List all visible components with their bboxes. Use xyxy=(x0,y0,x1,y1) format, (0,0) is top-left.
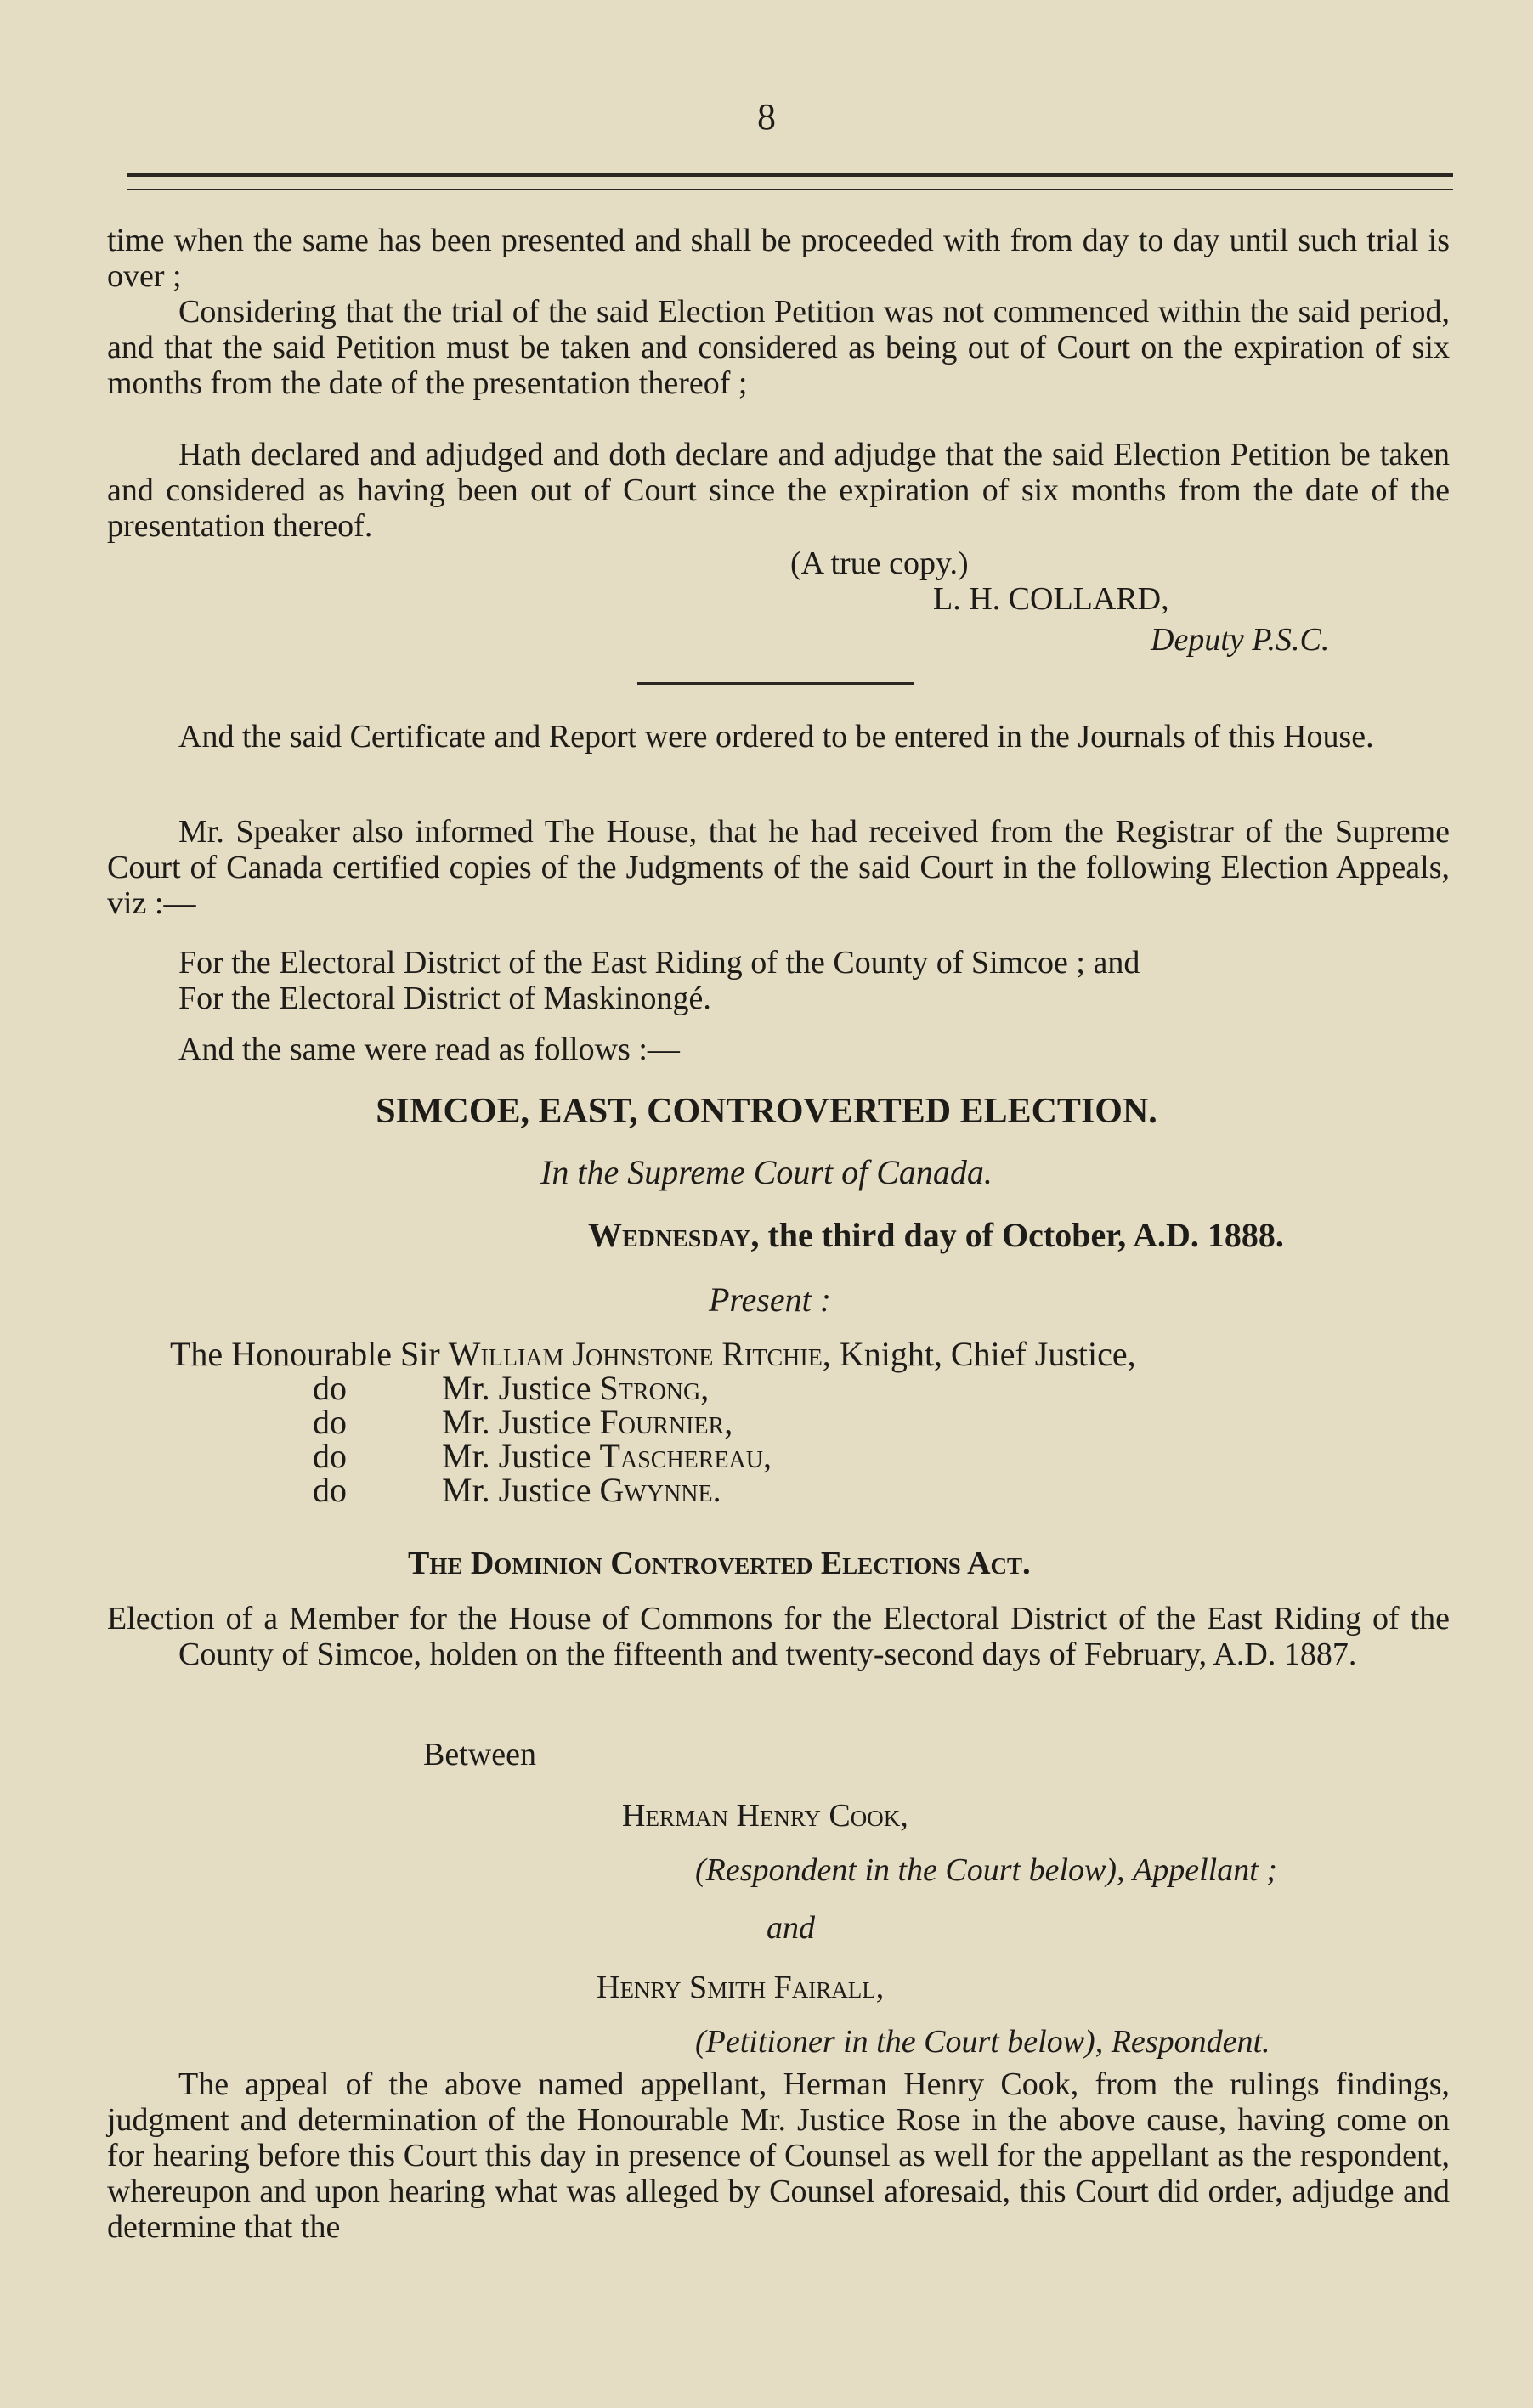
judge-title: Mr. Justice xyxy=(442,1471,591,1509)
judge-row xyxy=(170,1336,1136,1373)
respondent-role-court: (Petitioner in the Court below), xyxy=(695,2024,1104,2060)
journals-paragraph: And the said Certificate and Report were ordered to be entered in the Journals of this House. xyxy=(178,719,1374,755)
judge-title: Mr. Justice xyxy=(442,1437,591,1475)
respondent-name: Henry Smith Fairall, xyxy=(597,1970,885,2005)
case-heading: SIMCOE, EAST, CONTROVERTED ELECTION. xyxy=(376,1092,1157,1131)
judge-name: William Johnstone Ritchie, xyxy=(448,1335,831,1373)
speaker-paragraph: Mr. Speaker also informed The House, that he had received from the Registrar of the Supreme Court of Canada certified copies of the Judgments of the said Court in the following Election Appeals, viz :— xyxy=(107,814,1450,921)
and-label: and xyxy=(766,1910,815,1946)
appeal-paragraph: The appeal of the above named appellant, Herman Henry Cook, from the rulings findings, judgment and determination of the Honourable Mr. Justice Rose in the above cause, having come on for hearing before this Court this day in presence of Counsel as well for the appellant as the respondent, whereupon and upon hearing what was alleged by Counsel aforesaid, this Court did order, adjudge and determine that the xyxy=(107,2066,1450,2245)
present-label: Present : xyxy=(709,1280,832,1319)
considering-paragraph: Considering that the trial of the said Election Petition was not commenced within the said period, and that the said Petition must be taken and considered as being out of Court on the expiration of six months from the date of the presentation thereof ; xyxy=(107,294,1450,401)
true-copy-note: (A true copy.) xyxy=(790,545,969,581)
respondent-role-label: Respondent. xyxy=(1111,2024,1270,2060)
signer-title: Deputy P.S.C. xyxy=(1151,622,1330,658)
district-item: For the Electoral District of the East Riding of the County of Simcoe ; and xyxy=(178,945,1140,981)
judge-prefix: do xyxy=(313,1403,347,1441)
date-text: the third day of October, A.D. 1888. xyxy=(767,1216,1284,1254)
header-rule xyxy=(127,173,1453,190)
between-label: Between xyxy=(423,1737,536,1772)
judge-title: Mr. Justice xyxy=(442,1403,591,1441)
judge-row xyxy=(442,1404,733,1441)
district-item: For the Electoral District of Maskinongé. xyxy=(178,981,711,1016)
judge-title: Sir xyxy=(400,1335,440,1373)
weekday: Wednesday, xyxy=(588,1216,760,1254)
continuation-paragraph: time when the same has been presented and shall be proceeded with from day to day until such trial is over ; xyxy=(107,223,1450,294)
appellant-role-label: Appellant ; xyxy=(1133,1852,1277,1888)
appellant-role xyxy=(695,1852,1277,1888)
judge-prefix: do xyxy=(313,1437,347,1475)
act-title: The Dominion Controverted Elections Act. xyxy=(408,1546,1031,1581)
judge-title: Mr. Justice xyxy=(442,1369,591,1407)
judge-row xyxy=(442,1472,721,1509)
signer-name: L. H. COLLARD, xyxy=(933,581,1169,617)
respondent-role xyxy=(695,2024,1270,2060)
judge-suffix: Knight, Chief Justice, xyxy=(839,1335,1136,1373)
section-divider xyxy=(637,682,914,685)
judge-row xyxy=(313,1404,347,1441)
judge-prefix: do xyxy=(313,1369,347,1407)
judge-name: Strong, xyxy=(599,1369,710,1407)
appellant-role-court: (Respondent in the Court below), xyxy=(695,1852,1125,1888)
declaration-paragraph: Hath declared and adjudged and doth declare and adjudge that the said Election Petition be taken and considered as having been out of Court since the expiration of six months from the date of the presentation thereof. xyxy=(107,437,1450,544)
judge-name: Taschereau, xyxy=(599,1437,772,1475)
judge-row xyxy=(442,1370,709,1407)
judge-row xyxy=(313,1370,347,1407)
judge-name: Fournier, xyxy=(599,1403,733,1441)
judge-row xyxy=(442,1438,772,1475)
judge-prefix: do xyxy=(313,1471,347,1509)
read-as-line: And the same were read as follows :— xyxy=(178,1032,680,1067)
judge-name: Gwynne. xyxy=(599,1471,721,1509)
judge-prefix: The Honourable xyxy=(170,1335,393,1373)
judge-row xyxy=(313,1438,347,1475)
judgment-date xyxy=(588,1215,1284,1255)
election-paragraph: Election of a Member for the House of Commons for the Electoral District of the East Riding of the County of Simcoe, holden on the fifteenth and twenty-second days of February, A.D. 1887. xyxy=(107,1601,1450,1672)
court-name: In the Supreme Court of Canada. xyxy=(540,1153,993,1191)
judge-row xyxy=(313,1472,347,1509)
appellant-name: Herman Henry Cook, xyxy=(622,1798,908,1834)
page-number: 8 xyxy=(757,96,776,138)
